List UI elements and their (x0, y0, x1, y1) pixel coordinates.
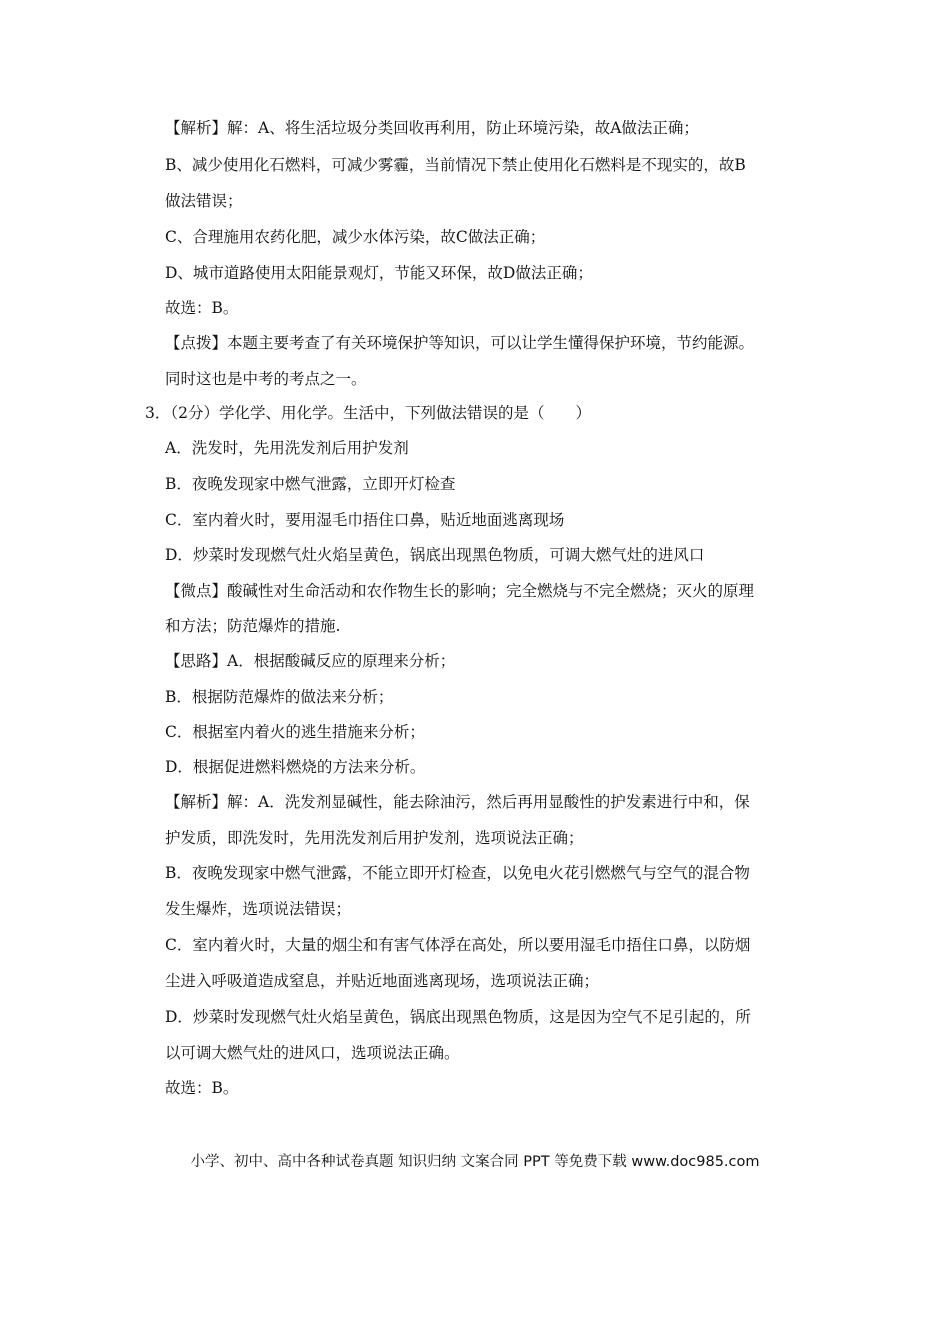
q2-analysis: 【解析】解：A、将生活垃圾分类回收再利用，防止环境污染，故A做法正确； (165, 119, 699, 137)
q3-idea-line: B．根据防范爆炸的做法来分析； (165, 688, 394, 706)
q3-analysis-line: 发生爆炸，选项说法错误； (165, 900, 352, 918)
q3-idea-line: D．根据促进燃料燃烧的方法来分析。 (165, 758, 426, 776)
q3-answer: 故选：B。 (165, 1079, 239, 1097)
q2-note-line2: 同时这也是中考的考点之一。 (165, 370, 367, 388)
q3-analysis-line: 护发质，即洗发时，先用洗发剂后用护发剂，选项说法正确； (165, 829, 584, 847)
q3-points-line2: 和方法；防范爆炸的措施. (165, 617, 341, 635)
q3-analysis-line: 尘进入呼吸道造成窒息，并贴近地面逃离现场，选项说法正确； (165, 972, 600, 990)
q3-stem: 3．（2分）学化学、用化学。生活中，下列做法错误的是（ ） (145, 404, 591, 422)
q2-answer: 故选：B。 (165, 299, 239, 317)
q2-option-b-line1: B、减少使用化石燃料，可减少雾霾，当前情况下禁止使用化石燃料是不现实的，故B (165, 156, 746, 174)
q3-option-c: C．室内着火时，要用湿毛巾捂住口鼻，贴近地面逃离现场 (165, 511, 565, 529)
q2-option-c: C、合理施用农药化肥，减少水体污染，故C做法正确； (165, 228, 546, 246)
q3-idea-line: C．根据室内着火的逃生措施来分析； (165, 723, 425, 741)
q3-analysis-line: D．炒菜时发现燃气灶火焰呈黄色，锅底出现黑色物质，这是因为空气不足引起的，所 (165, 1008, 751, 1026)
q3-option-b: B．夜晚发现家中燃气泄露，立即开灯检查 (165, 475, 456, 493)
q3-option-d: D．炒菜时发现燃气灶火焰呈黄色，锅底出现黑色物质，可调大燃气灶的进风口 (165, 546, 705, 564)
q3-analysis-line: 以可调大燃气灶的进风口，选项说法正确。 (165, 1044, 460, 1062)
q2-option-b-line2: 做法错误； (165, 192, 243, 210)
footer-text: 小学、初中、高中各种试卷真题 知识归纳 文案合同 PPT 等免费下载 www.doc985.com (190, 1154, 760, 1170)
q3-points-line1: 【微点】酸碱性对生命活动和农作物生长的影响；完全燃烧与不完全燃烧；灭火的原理 (165, 582, 755, 600)
q2-note-line1: 【点拨】本题主要考查了有关环境保护等知识，可以让学生懂得保护环境，节约能源。 (165, 334, 755, 352)
q3-idea-line: 【思路】A．根据酸碱反应的原理来分析； (165, 652, 456, 670)
q3-analysis-line: B．夜晚发现家中燃气泄露，不能立即开灯检查，以免电火花引燃燃气与空气的混合物 (165, 864, 750, 882)
q2-option-d: D、城市道路使用太阳能景观灯，节能又环保，故D做法正确； (165, 264, 593, 282)
q3-analysis-line: 【解析】解：A．洗发剂显碱性，能去除油污，然后再用显酸性的护发素进行中和，保 (165, 793, 750, 811)
q3-analysis-line: C．室内着火时，大量的烟尘和有害气体浮在高处，所以要用湿毛巾捂住口鼻，以防烟 (165, 936, 751, 954)
q3-option-a: A．洗发时，先用洗发剂后用护发剂 (165, 439, 409, 457)
